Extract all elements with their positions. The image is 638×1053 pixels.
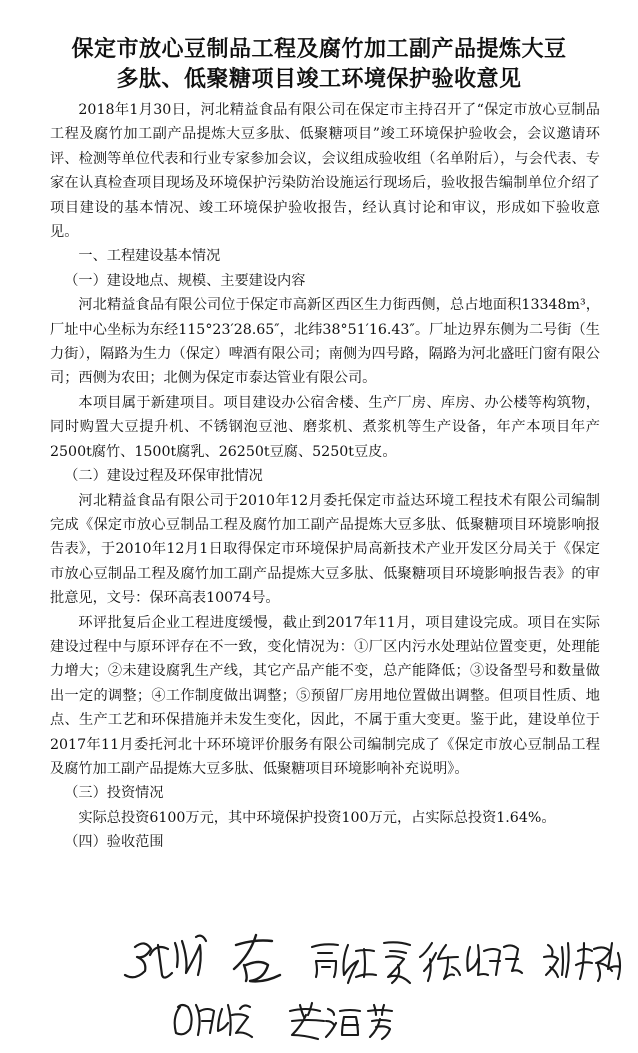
signature-2 xyxy=(234,935,280,981)
document-body xyxy=(50,98,600,855)
signature-7 xyxy=(290,1003,392,1039)
subsection-3-paragraph-1: 实际总投资6100万元，其中环境保护投资100万元，占实际总投资1.64%。 xyxy=(78,809,556,826)
signature-1 xyxy=(125,936,206,978)
signature-5 xyxy=(544,943,620,981)
signature-4 xyxy=(420,943,522,981)
subsection-2-paragraph-2: 环评批复后企业工程进度缓慢，截止到2017年11月，项目建设完成。项目在实际建设过程中与原环评存在不一致，变化情况为：①厂区内污水处理站位置变更，处理能力增大；②未建设腐乳生产线，其它产品产能不变，总产能降低；③设备型号和数量做出一定的调整；④工作制度做出调整；⑤预留厂房用地位置做出调整。但项目性质、地点、生产工艺和环保措施并未发生变化，因此，不属于重大变更。鉴于此，建设单位于2017年11月委托河北十环环境评价服务有限公司编制完成了《保定市放心豆制品工程及腐竹加工副产品提炼大豆多肽、低聚糖项目环境影响补充说明》。 xyxy=(50,614,600,777)
subsection-1-paragraph-1: 河北精益食品有限公司位于保定市高新区西区生力街西侧，总占地面积13348m³，厂址中心坐标为东经115°23′28.65″，北纬38°51′16.43″。厂址边界东侧为二号街（生力街），隔路为生力（保定）啤酒有限公司；南侧为四号路，隔路为河北盛旺门窗有限公司；西侧为农田；北侧为保定市泰达管业有限公司。 xyxy=(50,297,600,387)
signature-6 xyxy=(175,1005,252,1037)
subsection-4-heading: （四）验收范围 xyxy=(64,834,164,851)
signature-3 xyxy=(312,942,410,983)
subsection-3-heading: （三）投资情况 xyxy=(64,785,164,802)
subsection-1-paragraph-2: 本项目属于新建项目。项目建设办公宿舍楼、生产厂房、库房、办公楼等构筑物，同时购置大豆提升机、不锈钢泡豆池、磨浆机、煮浆机等生产设备，年产本项目年产2500t腐竹、1500t腐乳、26250t豆腐、5250t豆皮。 xyxy=(50,394,600,460)
document-title-line-1: 保定市放心豆制品工程及腐竹加工副产品提炼大豆 xyxy=(71,37,567,62)
signature-scribbles xyxy=(0,925,638,1049)
signature-area xyxy=(0,925,638,1049)
intro-paragraph: 2018年1月30日，河北精益食品有限公司在保定市主持召开了“保定市放心豆制品工程及腐竹加工副产品提炼大豆多肽、低聚糖项目”竣工环境保护验收会，会议邀请环评、检测等单位代表和行业专家参加会议，会议组成验收组（名单附后），与会代表、专家在认真检查项目现场及环境保护污染防治设施运行现场后，验收报告编制单位介绍了项目建设的基本情况、竣工环境保护验收报告，经认真讨论和审议，形成如下验收意见。 xyxy=(50,102,600,241)
document-title-line-2: 多肽、低聚糖项目竣工环境保护验收意见 xyxy=(116,67,522,92)
subsection-2-paragraph-1: 河北精益食品有限公司于2010年12月委托保定市益达环境工程技术有限公司编制完成《保定市放心豆制品工程及腐竹加工副产品提炼大豆多肽、低聚糖项目环境影响报告表》，于2010年12月1日取得保定市环境保护局高新技术产业开发区分局关于《保定市放心豆制品工程及腐竹加工副产品提炼大豆多肽、低聚糖项目环境影响报告表》的审批意见，文号：保环高表10074号。 xyxy=(50,492,600,607)
subsection-2-heading: （二）建设过程及环保审批情况 xyxy=(64,468,263,485)
section-1-heading: 一、工程建设基本情况 xyxy=(78,248,221,265)
subsection-1-heading: （一）建设地点、规模、主要建设内容 xyxy=(64,272,306,289)
